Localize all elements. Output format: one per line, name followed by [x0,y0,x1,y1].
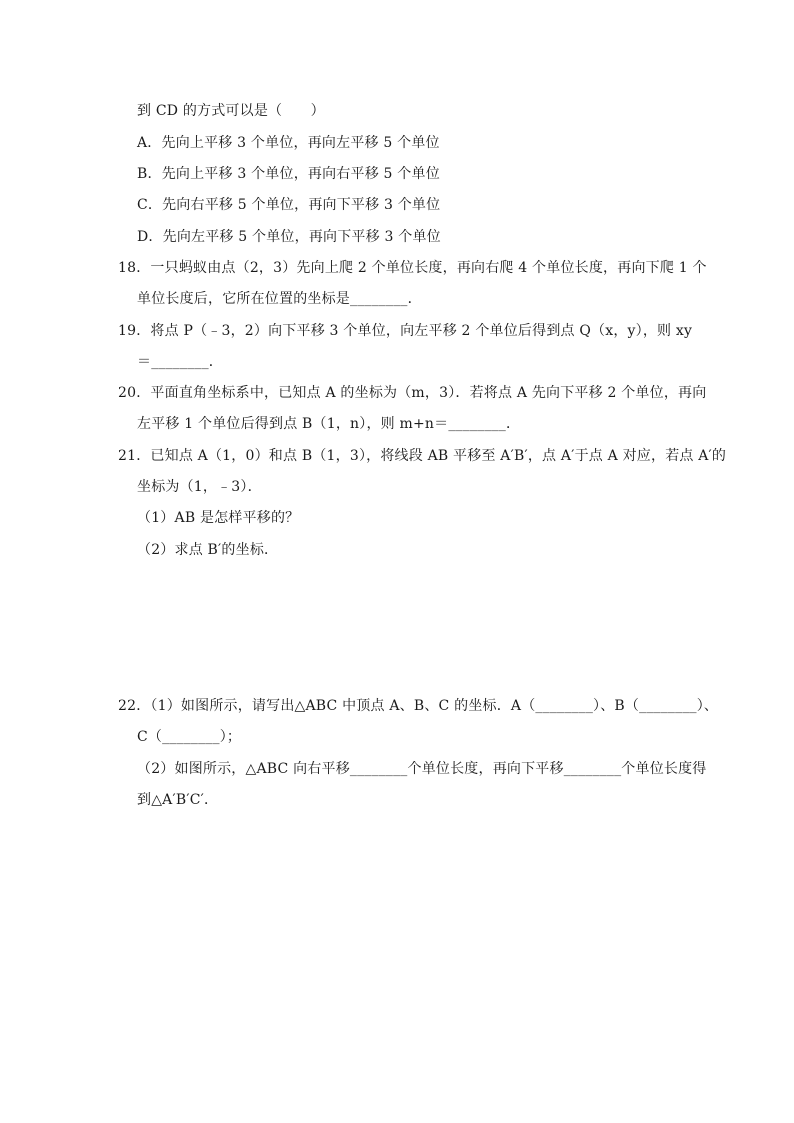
q17-option-d: D．先向左平移 5 个单位，再向下平移 3 个单位 [137,229,441,245]
q17-stem-continuation: 到 CD 的方式可以是（ ） [137,103,325,119]
q22-line-2: C（________）； [137,729,242,745]
q18-line-2: 单位长度后，它所在位置的坐标是________． [137,291,422,307]
q22-part-2: （2）如图所示，△ABC 向右平移________个单位长度，再向下平移________个单位长度得 [137,761,707,777]
q20-line-1: 20．平面直角坐标系中，已知点 A 的坐标为（m，3）．若将点 A 先向下平移 2 个单位，再向 [118,385,707,401]
q21-line-2: 坐标为（1，﹣3）． [137,479,262,495]
q19-line-1: 19．将点 P（﹣3，2）向下平移 3 个单位，向左平移 2 个单位后得到点 Q（x，y），则 xy [118,323,693,339]
q21-part-1: （1）AB 是怎样平移的？ [137,510,300,526]
q22-line-4: 到△A′B′C′． [137,792,219,808]
q22-line-1: 22．（1）如图所示，请写出△ABC 中顶点 A、B、C 的坐标．A（________）、B（________）、 [118,698,719,714]
q17-option-c: C．先向右平移 5 个单位，再向下平移 3 个单位 [137,197,441,213]
q19-line-2: ＝________． [137,354,223,370]
q17-option-a: A．先向上平移 3 个单位，再向左平移 5 个单位 [137,135,440,151]
q21-part-2: （2）求点 B′的坐标． [137,542,279,558]
q21-line-1: 21．已知点 A（1，0）和点 B（1，3），将线段 AB 平移至 A′B′，点 A′于点 A 对应，若点 A′的 [118,448,727,464]
q17-option-b: B．先向上平移 3 个单位，再向右平移 5 个单位 [137,166,440,182]
q18-line-1: 18．一只蚂蚁由点（2，3）先向上爬 2 个单位长度，再向右爬 4 个单位长度，再向下爬 1 个 [118,260,707,276]
q20-line-2: 左平移 1 个单位后得到点 B（1，n），则 m+n＝________． [137,416,521,432]
